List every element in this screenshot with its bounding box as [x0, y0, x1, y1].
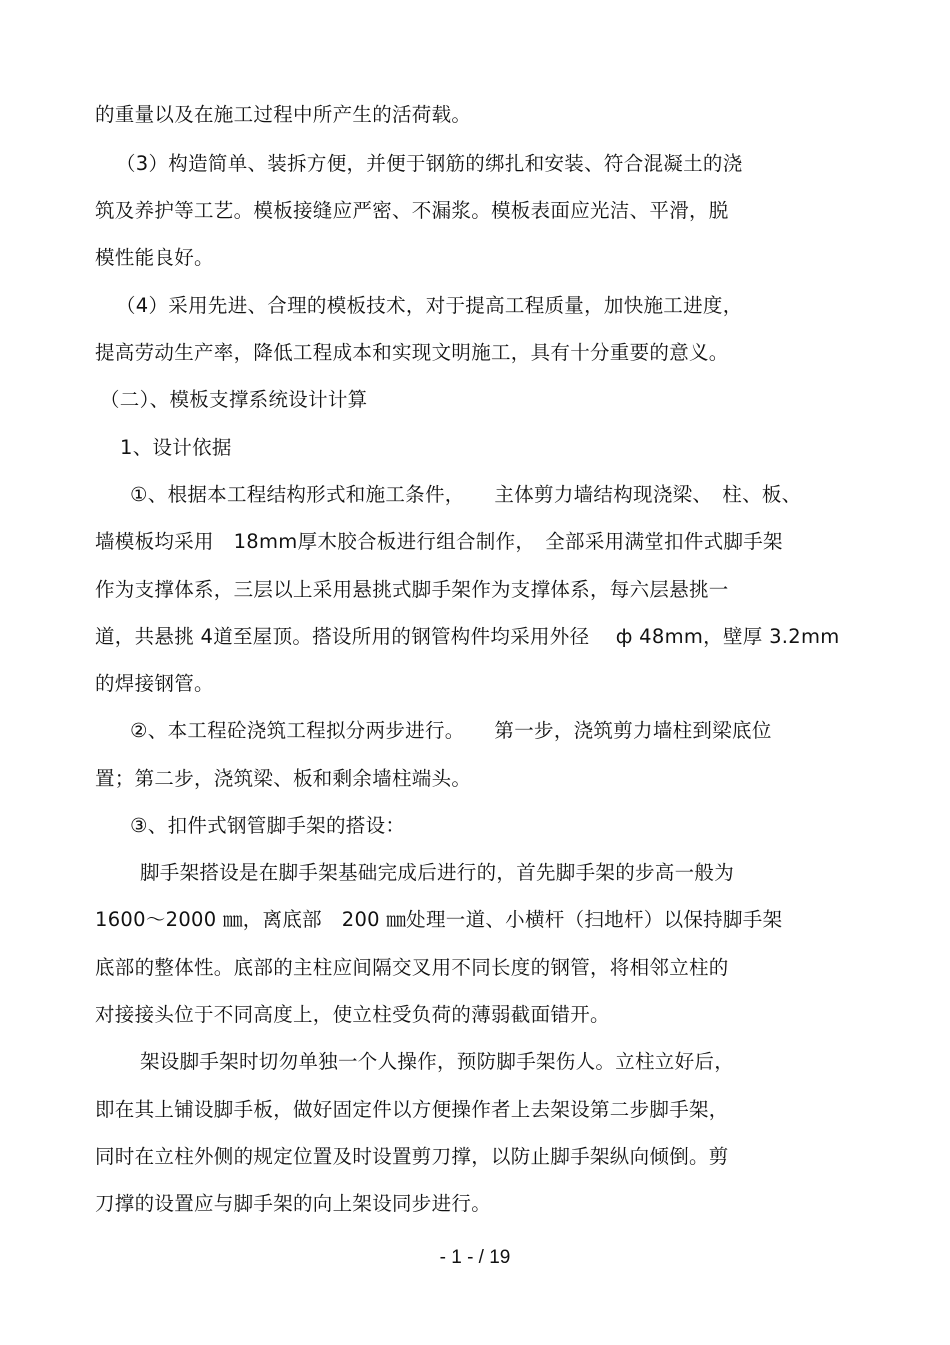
text-line-20: 对接接头位于不同高度上，使立柱受负荷的薄弱截面错开。 — [95, 1003, 610, 1026]
text-line-22: 即在其上铺设脚手板，做好固定件以方便操作者上去架设第二步脚手架， — [95, 1098, 729, 1121]
text-line-17: 脚手架搭设是在脚手架基础完成后进行的，首先脚手架的步高一般为 — [140, 861, 735, 884]
page-number: - 1 - / 19 — [439, 1247, 511, 1268]
text-line-15: 置；第二步，浇筑梁、板和剩余墙柱端头。 — [95, 767, 472, 790]
text-line-23: 同时在立柱外侧的规定位置及时设置剪刀撑，以防止脚手架纵向倾倒。剪 — [95, 1145, 729, 1168]
section-heading: （二）、模板支撑系统设计计算 — [100, 388, 368, 411]
text-line-3: 筑及养护等工艺。模板接缝应严密、不漏浆。模板表面应光洁、平滑，脱 — [95, 199, 729, 222]
text-line-21: 架设脚手架时切勿单独一个人操作，预防脚手架伤人。立柱立好后， — [140, 1050, 735, 1073]
text-line-9: ①、根据本工程结构形式和施工条件， 主体剪力墙结构现浇梁、 柱、板、 — [130, 483, 802, 506]
text-line-18: 1600～2000 ㎜，离底部 200 ㎜处理一道、小横杆（扫地杆）以保持脚手架 — [95, 908, 783, 931]
text-line-6: 提高劳动生产率，降低工程成本和实现文明施工，具有十分重要的意义。 — [95, 341, 729, 364]
text-line-14: ②、本工程砼浇筑工程拟分两步进行。 第一步，浇筑剪力墙柱到梁底位 — [130, 719, 772, 742]
text-line-1: 的重量以及在施工过程中所产生的活荷载。 — [95, 103, 472, 126]
text-line-2: （3）构造简单、装拆方便，并便于钢筋的绑扎和安装、符合混凝土的浇 — [116, 152, 743, 175]
text-line-10: 墙模板均采用 18mm厚木胶合板进行组合制作， 全部采用满堂扣件式脚手架 — [95, 530, 783, 553]
text-line-12: 道，共悬挑 4道至屋顶。搭设所用的钢管构件均采用外径 ф 48mm，壁厚 3.2mm — [95, 625, 840, 648]
text-line-5: （4）采用先进、合理的模板技术，对于提高工程质量，加快施工进度， — [116, 294, 743, 317]
text-line-4: 模性能良好。 — [95, 246, 214, 269]
text-line-24: 刀撑的设置应与脚手架的向上架设同步进行。 — [95, 1192, 492, 1215]
subsection-heading: 1、设计依据 — [120, 436, 232, 459]
text-line-19: 底部的整体性。底部的主柱应间隔交叉用不同长度的钢管，将相邻立柱的 — [95, 956, 729, 979]
text-line-11: 作为支撑体系，三层以上采用悬挑式脚手架作为支撑体系，每六层悬挑一 — [95, 578, 729, 601]
text-line-13: 的焊接钢管。 — [95, 672, 214, 695]
text-line-16: ③、扣件式钢管脚手架的搭设： — [130, 814, 406, 837]
